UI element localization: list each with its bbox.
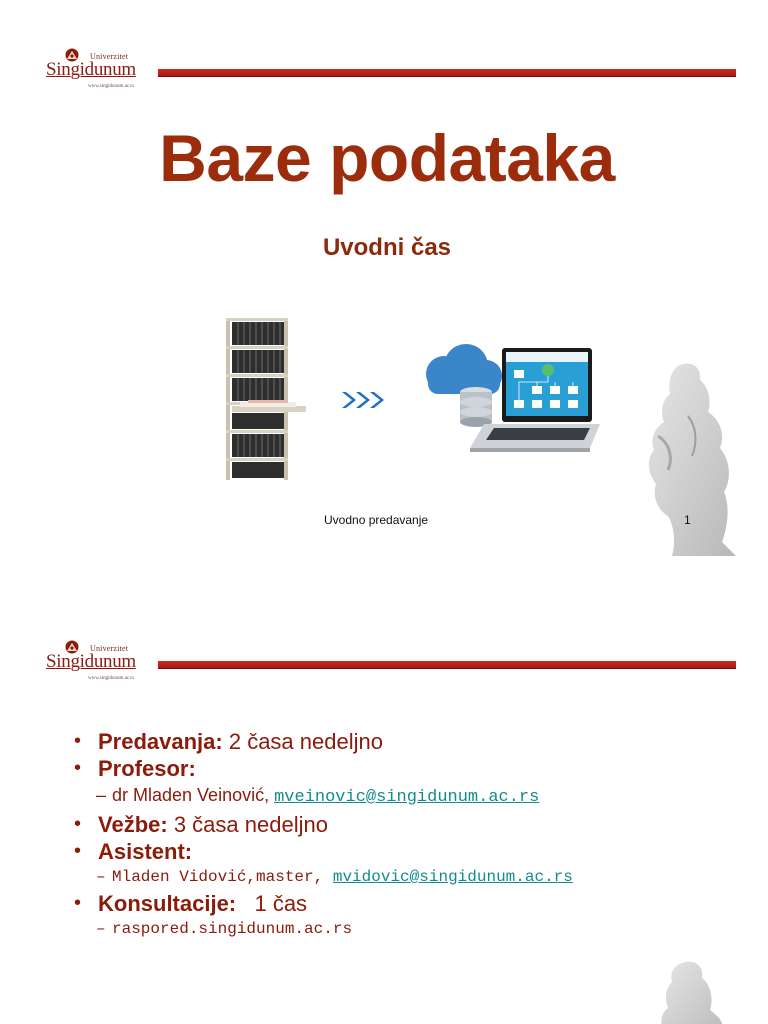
- dash-marker: –: [96, 920, 106, 938]
- bullet-label: Konsultacije:: [98, 891, 237, 916]
- email-link-assistant[interactable]: mvidovic@singidunum.ac.rs: [332, 868, 573, 886]
- bullet-label: Profesor:: [98, 756, 196, 781]
- list-subitem: [72, 865, 722, 890]
- singidunum-logo: [44, 48, 154, 92]
- list-item: [72, 755, 722, 782]
- logo-url: www.singidunum.ac.rs: [88, 84, 134, 89]
- header-red-bar: [158, 69, 736, 77]
- slide-title: Baze podataka: [159, 121, 615, 195]
- logo-university-label: Univerzitet: [90, 52, 129, 61]
- bullet-text: 2 časa nedeljno: [222, 729, 383, 754]
- dash-marker: –: [96, 785, 107, 805]
- dash-marker: –: [96, 868, 106, 886]
- subitem-text: raspored.singidunum.ac.rs: [112, 920, 353, 938]
- logo-url: www.singidunum.ac.rs: [88, 676, 134, 681]
- list-subitem: [72, 917, 722, 942]
- page-number: 1: [684, 513, 691, 527]
- header-red-bar: [158, 661, 736, 669]
- bullet-label: Predavanja:: [98, 729, 223, 754]
- subitem-text: dr Mladen Veinović,: [112, 785, 275, 805]
- logo-name: Singidunum: [46, 59, 136, 80]
- logo-university-label: Univerzitet: [90, 644, 129, 653]
- list-item: [72, 838, 722, 865]
- list-item: [72, 728, 722, 755]
- bullet-text: 3 časa nedeljno: [167, 812, 328, 837]
- slide-2: [38, 628, 736, 1024]
- slide-footer: Uvodno predavanje: [324, 513, 429, 527]
- slide-1: [38, 36, 736, 558]
- singidunum-logo: [44, 640, 154, 684]
- slide-subtitle: Uvodni čas: [322, 234, 452, 261]
- cloud-database-laptop-icon: [414, 340, 600, 464]
- chevron-arrows-icon: [340, 389, 390, 411]
- statue-icon: [642, 958, 736, 1024]
- bullet-text: 1 čas: [236, 891, 308, 916]
- subitem-text: Mladen Vidović,master,: [112, 868, 333, 886]
- bullet-label: Asistent:: [98, 839, 193, 864]
- list-item: [72, 890, 722, 917]
- bullet-list: [72, 728, 722, 942]
- list-subitem: [72, 782, 722, 811]
- email-link-professor[interactable]: mveinovic@singidunum.ac.rs: [274, 788, 540, 807]
- list-item: [72, 811, 722, 838]
- archive-shelf-icon: [222, 316, 310, 482]
- bullet-label: Vežbe:: [98, 812, 168, 837]
- logo-name: Singidunum: [46, 651, 136, 672]
